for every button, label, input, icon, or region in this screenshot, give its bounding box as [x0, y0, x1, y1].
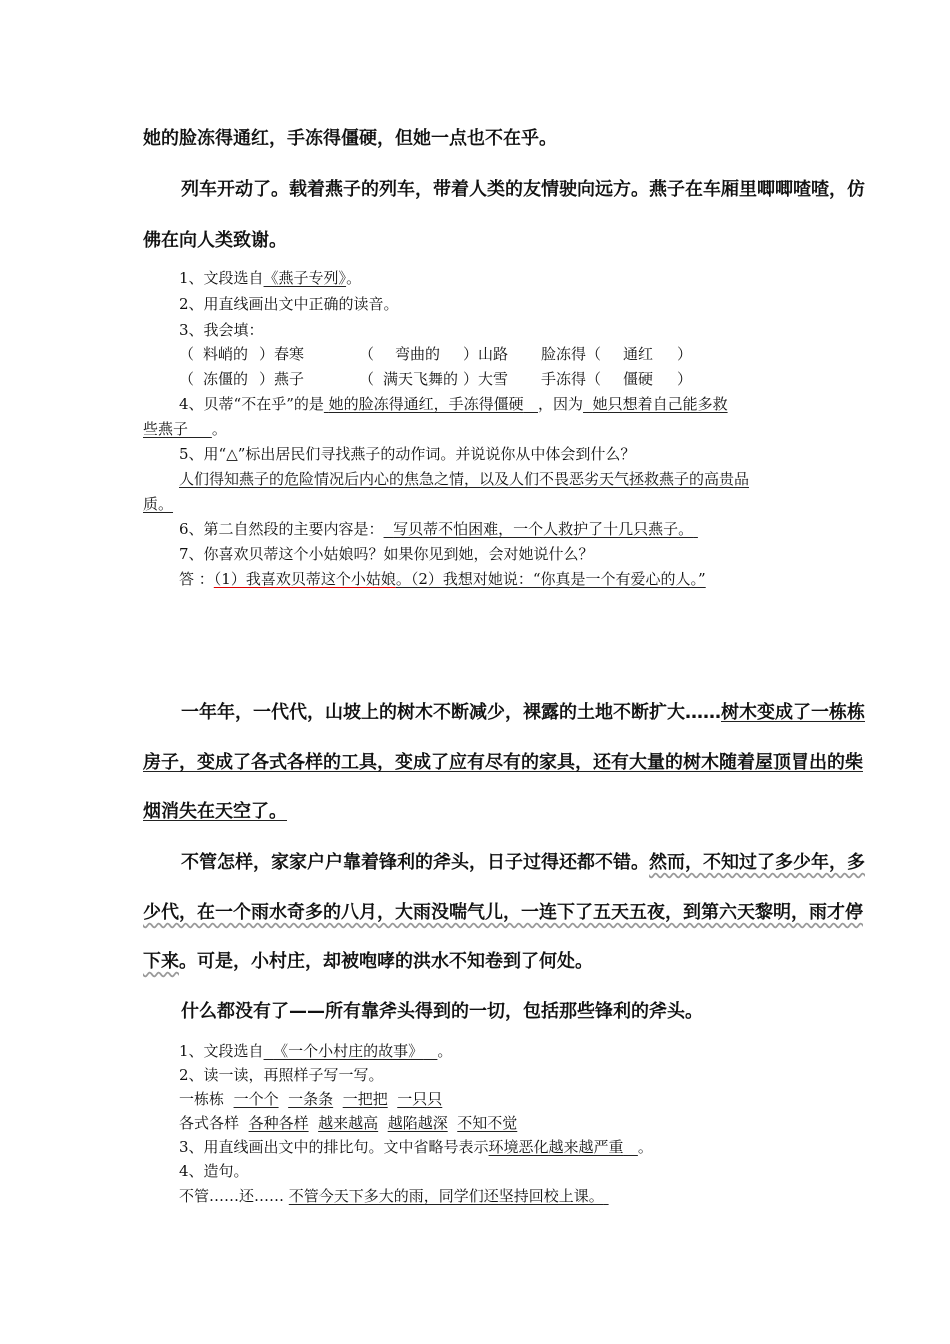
- passage2-p1-line2: 房子，变成了各式各样的工具，变成了应有尽有的家具，还有大量的树木随着屋顶冒出的柴: [143, 752, 863, 773]
- example-row-1: [179, 1089, 442, 1109]
- passage2-p2-line1: [181, 851, 865, 875]
- q2-1-answer-text: 《一个小村庄的故事》: [273, 1042, 424, 1060]
- fill-row-2: [179, 369, 692, 389]
- q2-3-answer-text: 环境恶化越来越严重: [488, 1138, 624, 1156]
- passage2-p2-line3-text: 。可是，小村庄，却被咆哮的洪水不知卷到了何处。: [179, 951, 593, 972]
- passage1-line1: 她的脸冻得通红，手冻得僵硬，但她一点也不在乎。: [143, 128, 557, 149]
- q2-1-answer: [264, 1042, 438, 1060]
- passage2-p1-line1-underlined: 树木变成了一栋栋: [721, 702, 865, 723]
- q1-4-answer2a: [583, 395, 728, 413]
- paren-open: （: [179, 370, 195, 388]
- example-answer: 越陷越深: [387, 1114, 448, 1132]
- q1-7-answer2: 。（2）我想对她说：“你真是一个有爱心的人。”: [395, 570, 706, 588]
- fill-noun: ）大雪: [463, 370, 509, 388]
- fill-answer: 通红: [623, 345, 654, 363]
- example-answer: 一只只: [397, 1090, 443, 1108]
- q1-7-label: 答 ：: [179, 570, 214, 588]
- paren-close: ）: [677, 345, 693, 363]
- passage2-p1-line1: [181, 701, 865, 725]
- q2-3-prefix: 3、用直线画出文中的排比句。文中省略号表示: [179, 1138, 489, 1156]
- fill-answer: 僵硬: [623, 370, 654, 388]
- example-answer: 一条条: [288, 1090, 334, 1108]
- passage2-p2-line1-wavy: 然而，不知过了多少年，多: [649, 852, 865, 873]
- passage2-p1-line1-text: 一年年，一代代，山坡上的树木不断减少，裸露的土地不断扩大……: [181, 702, 721, 723]
- example-row-1-label: 一栋栋: [179, 1090, 225, 1108]
- q1-4-answer2b: [143, 420, 212, 438]
- q1-3: 3、我会填：: [179, 321, 264, 339]
- q1-7-answer: [179, 569, 706, 589]
- q1-5: 5、用“△”标出居民们寻找燕子的动作词。并说说你从中体会到什么？: [179, 445, 636, 463]
- passage2-p2-line3-wavy: 下来: [143, 951, 179, 972]
- fill-prompt: 脸冻得（: [541, 345, 602, 363]
- paren-open: （: [359, 370, 375, 388]
- passage2-p2-line2: 少代，在一个雨水奇多的八月，大雨没喘气儿，一连下了五天五夜，到第六天黎明，雨才停: [143, 902, 863, 923]
- q1-1: [179, 268, 361, 288]
- paren-open: （: [359, 345, 375, 363]
- q1-4-mid: ，因为: [538, 395, 584, 413]
- passage1-line3: 佛在向人类致谢。: [143, 230, 287, 251]
- q1-4-answer2b-text: 些燕子: [143, 420, 189, 438]
- q1-4-answer1: [324, 395, 538, 413]
- q1-4-answer2a-text: 她只想着自己能多救: [592, 395, 728, 413]
- paren-open: （: [179, 345, 195, 363]
- q2-2: 2、读一读，再照样子写一写。: [179, 1066, 384, 1084]
- q1-7: 7、你喜欢贝蒂这个小姑娘吗？如果你见到她，会对她说什么？: [179, 545, 594, 563]
- q1-4-answer1-text: 她的脸冻得通红，手冻得僵硬: [328, 395, 524, 413]
- passage2-p2-line3: [143, 950, 809, 974]
- q1-1-answer: 《燕子专列》: [263, 269, 347, 287]
- q2-1-prefix: 1、文段选自: [179, 1042, 264, 1060]
- passage2-p1-line3: 烟消失在天空了。: [143, 801, 287, 822]
- q2-3: [179, 1137, 653, 1157]
- q1-7-answer1: （1）我喜欢贝蒂这个小姑娘: [213, 570, 396, 588]
- example-row-2: [179, 1113, 517, 1133]
- q2-4-answer-text: 不管今天下多大的雨，同学们还坚持回校上课。: [288, 1187, 604, 1205]
- q1-5-answer-a: 人们得知燕子的危险情况后内心的焦急之情，以及人们不畏恶劣天气拯救燕子的高贵品: [179, 470, 750, 488]
- q1-5-answer-b: 质。: [143, 495, 174, 513]
- example-answer: 一把把: [342, 1090, 388, 1108]
- example-answer: 越来越高: [318, 1114, 379, 1132]
- q1-2: 2、用直线画出文中正确的读音。: [179, 295, 399, 313]
- q2-4-label: 不管……还……: [179, 1187, 285, 1205]
- q1-1-prefix: 1、文段选自: [179, 269, 264, 287]
- example-row-2-label: 各式各样: [179, 1114, 240, 1132]
- passage2-p2-line1-text: 不管怎样，家家户户靠着锋利的斧头，日子过得还都不错。: [181, 852, 649, 873]
- q2-4-sentence: [179, 1186, 609, 1206]
- q2-1: [179, 1041, 452, 1061]
- q2-4-answer: [289, 1187, 609, 1205]
- fill-noun: ）春寒: [259, 345, 305, 363]
- q1-4-prefix: 4、贝蒂“不在乎”的是: [179, 395, 324, 413]
- fill-answer: 满天飞舞的: [383, 370, 459, 388]
- q1-6-answer: [384, 520, 698, 538]
- q2-3-answer: [489, 1138, 638, 1156]
- q1-4: [179, 394, 728, 414]
- fill-noun: ）燕子: [259, 370, 305, 388]
- fill-answer: 冻僵的: [203, 370, 249, 388]
- passage1-line2: 列车开动了。载着燕子的列车，带着人类的友情驶向远方。燕子在车厢里唧唧喳喳，仿: [181, 179, 865, 200]
- q1-4-cont: [143, 419, 227, 439]
- q2-1-suffix: 。: [437, 1042, 453, 1060]
- q1-6-answer-text: 写贝蒂不怕困难，一个人救护了十几只燕子。: [393, 520, 694, 538]
- example-answer: 一个个: [233, 1090, 279, 1108]
- q1-1-suffix: 。: [346, 269, 362, 287]
- q1-4-suffix: 。: [211, 420, 227, 438]
- fill-answer: 料峭的: [203, 345, 249, 363]
- fill-row-1: [179, 344, 692, 364]
- q2-3-suffix: 。: [637, 1138, 653, 1156]
- example-answer: 不知不觉: [457, 1114, 518, 1132]
- fill-prompt: 手冻得（: [541, 370, 602, 388]
- q1-6: [179, 519, 698, 539]
- q1-6-prefix: 6、第二自然段的主要内容是：: [179, 520, 384, 538]
- passage2-p3: 什么都没有了——所有靠斧头得到的一切，包括那些锋利的斧头。: [181, 1001, 703, 1022]
- fill-noun: ）山路: [463, 345, 509, 363]
- paren-close: ）: [677, 370, 693, 388]
- example-answer: 各种各样: [248, 1114, 309, 1132]
- q2-4: 4、造句。: [179, 1162, 249, 1180]
- fill-answer: 弯曲的: [395, 345, 441, 363]
